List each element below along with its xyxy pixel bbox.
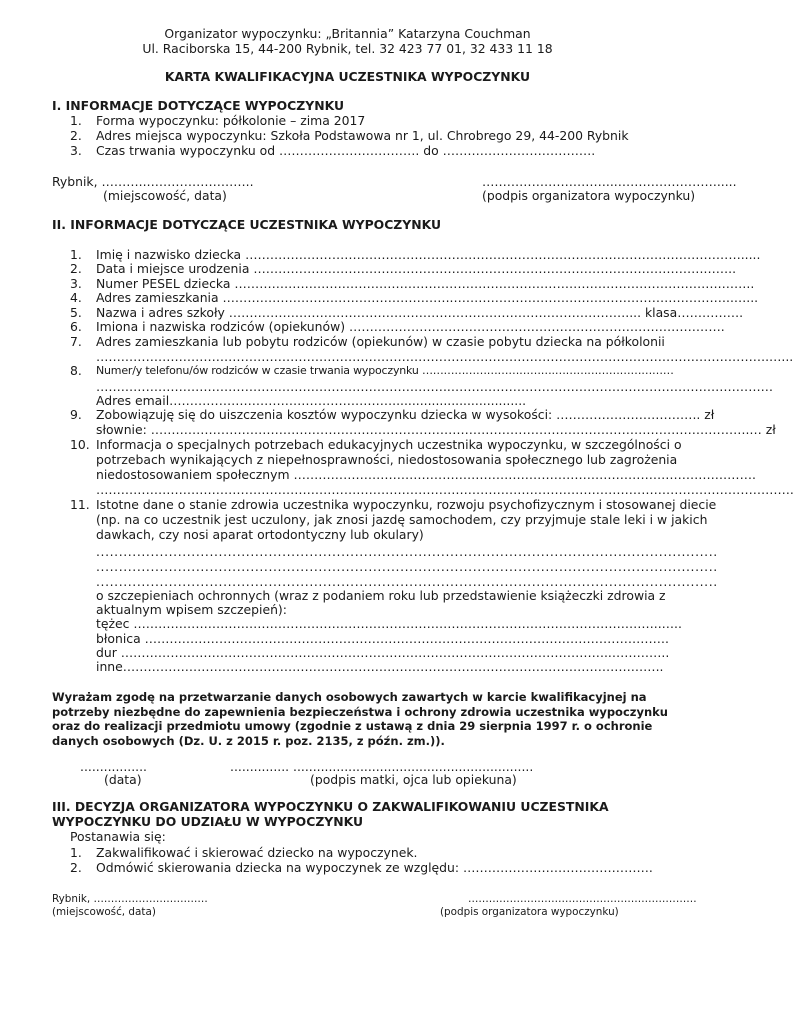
- s3-item-text: Zakwalifikować i skierować dziecko na wypoczynek.: [96, 845, 418, 860]
- s2-item-text: (np. na co uczestnik jest uczulony, jak znosi jazdę samochodem, czy przyjmuje stale leki i w jakich: [96, 512, 708, 527]
- s2-item-text: Nazwa i adres szkoły …………………………………………………………………………………….... klasa…………….: [96, 305, 744, 320]
- s1-item-text: Adres miejsca wypoczynku: Szkoła Podstawowa nr 1, ul. Chrobrego 29, 44-200 Rybnik: [96, 128, 629, 143]
- data-processing-consent: Wyrażam zgodę na przetwarzanie danych osobowych zawartych w karcie kwalifikacyjnej na potrzeby niezbędne do zapewnienia bezpieczeństwa i ochrony zdrowia uczestnika wypoczynku oraz do realizacji przedmiotu umowy (zgodnie z ustawą z dnia 29 sierpnia 1997 r. o ochronie danych osobowych (Dz. U. z 2015 r. poz. 2135, z późn. zm.)).: [52, 690, 668, 748]
- s2-item-text: dur ………………………………………………………………………………………………………..…………..: [96, 645, 670, 660]
- s2-item-text: tężec ………………………………………………………………………………………………………………..…..: [96, 616, 682, 631]
- s2-item-text: Informacja o specjalnych potrzebach edukacyjnych uczestnika wypoczynku, w szczególności o: [96, 437, 682, 452]
- section3-intro: Postanawia się:: [70, 829, 166, 844]
- s2-item-text: Adres zamieszkania lub pobytu rodziców (opiekunów) w czasie pobytu dziecka na półkolonii: [96, 334, 665, 349]
- s2-item-num: 11.: [70, 497, 90, 512]
- s2-item-text: .........................................................................................................................................: [96, 574, 718, 589]
- s1-sign-line: …………………………...…………………….....: [482, 174, 737, 189]
- s2-item-text: o szczepieniach ochronnych (wraz z podaniem roku lub przedstawienie książeczki zdrowia z: [96, 588, 666, 603]
- s1-place-line: Rybnik, ………..……………………..: [52, 174, 254, 189]
- s2-item-text: .........................................................................................................................................: [96, 544, 718, 559]
- s3-sign-label: (podpis organizatora wypoczynku): [440, 906, 619, 918]
- s2-item-text: ……………………………………………………………………………………………………………………………………………….…...: [96, 349, 794, 364]
- s2-item-text: niedostosowaniem społecznym ………………………………………………………………………………………………….: [96, 467, 756, 482]
- document-title: KARTA KWALIFIKACYJNA UCZESTNIKA WYPOCZYNKU: [164, 69, 531, 84]
- s3-item-num: 1.: [70, 845, 82, 860]
- s1-item-num: 2.: [70, 128, 82, 143]
- s2-item-text: …………………………………………………………………………………………………………………………………………………….: [96, 482, 794, 497]
- s3-place-line: Rybnik, ……………………………: [52, 893, 208, 905]
- s2-item-text: Adres zamieszkania ………………………………………………..…………………………………………………………..…...: [96, 290, 759, 305]
- s2-item-text: potrzebach wynikających z niepełnosprawności, niedostosowania społecznego lub zagrożenia: [96, 452, 678, 467]
- section2-heading: II. INFORMACJE DOTYCZĄCE UCZESTNIKA WYPOCZYNKU: [52, 217, 442, 232]
- s2-item-text: Adres email………………………………………………..................................: [96, 393, 527, 408]
- organizer-address: Ul. Raciborska 15, 44-200 Rybnik, tel. 32 423 77 01, 32 433 11 18: [142, 41, 553, 56]
- section1-heading: I. INFORMACJE DOTYCZĄCE WYPOCZYNKU: [52, 98, 345, 113]
- date-label: (data): [104, 772, 142, 787]
- s2-item-num: 10.: [70, 437, 90, 452]
- s2-item-num: 5.: [70, 305, 82, 320]
- s2-item-text: Numer/y telefonu/ów rodziców w czasie trwania wypoczynku ……………………………….……………………………: [96, 364, 674, 377]
- s1-item-num: 1.: [70, 113, 82, 128]
- s2-item-text: Istotne dane o stanie zdrowia uczestnika wypoczynku, rozwoju psychofizycznym i stosowanej diecie: [96, 497, 717, 512]
- s2-item-text: inne…………………………………………………………………………………………………………………..: [96, 659, 664, 674]
- s2-item-num: 7.: [70, 334, 82, 349]
- s3-sign-line: …………………………………………………………: [468, 893, 697, 905]
- s3-item-text: Odmówić skierowania dziecka na wypoczynek ze względu: ……………………………………….: [96, 860, 653, 875]
- s2-item-num: 8.: [70, 363, 82, 378]
- s3-item-num: 2.: [70, 860, 82, 875]
- s1-item-text: Czas trwania wypoczynku od ……………………………. do ……………………………….: [96, 143, 596, 158]
- s2-item-text: .........................................................................................................................................: [96, 559, 718, 574]
- date-line: .................: [80, 759, 147, 774]
- s2-item-text: Numer PESEL dziecka ……………………………………………………………………………………………………….……..: [96, 276, 755, 291]
- parent-sign-label: (podpis matki, ojca lub opiekuna): [310, 772, 517, 787]
- s2-item-text: …………………………………………………………………………..……………………………………………………………………: [96, 379, 773, 394]
- organizer-name: Organizator wypoczynku: „Britannia” Katarzyna Couchman: [164, 26, 531, 41]
- section3-heading-cont: WYPOCZYNKU DO UDZIAŁU W WYPOCZYNKU: [52, 814, 364, 829]
- s2-item-text: dawkach, czy nosi aparat ortodontyczny lub okulary): [96, 527, 424, 542]
- s1-sign-label: (podpis organizatora wypoczynku): [482, 188, 696, 203]
- s2-item-text: Data i miejsce urodzenia ……………………………………………………………………………………………….……..: [96, 261, 737, 276]
- s2-item-text: aktualnym wpisem szczepień):: [96, 602, 287, 617]
- s1-item-num: 3.: [70, 143, 82, 158]
- s2-item-num: 6.: [70, 319, 82, 334]
- s2-item-text: Imię i nazwisko dziecka ………………………………………………………………………………………………………….....: [96, 247, 761, 262]
- parent-sign-line: ............... .............................................................: [230, 759, 534, 774]
- s2-item-text: słownie: ……………………………………………………………………………………………………………………………….… zł: [96, 422, 776, 437]
- s2-item-text: Imiona i nazwiska rodziców (opiekunów) ……………………………………………………………………………….: [96, 319, 725, 334]
- s2-item-num: 2.: [70, 261, 82, 276]
- s2-item-num: 4.: [70, 290, 82, 305]
- s3-place-label: (miejscowość, data): [52, 906, 156, 918]
- s1-item-text: Forma wypoczynku: półkolonie – zima 2017: [96, 113, 366, 128]
- s2-item-text: Zobowiązuję się do uiszczenia kosztów wypoczynku dziecka w wysokości: …………………………….. zł: [96, 407, 715, 422]
- s2-item-num: 1.: [70, 247, 82, 262]
- s2-item-text: błonica ……………………………………………………………………………………………………………….: [96, 631, 669, 646]
- s2-item-num: 3.: [70, 276, 82, 291]
- section3-heading: III. DECYZJA ORGANIZATORA WYPOCZYNKU O ZAKWALIFIKOWANIU UCZESTNIKA: [52, 799, 609, 814]
- s2-item-num: 9.: [70, 407, 82, 422]
- s1-place-label: (miejscowość, data): [103, 188, 227, 203]
